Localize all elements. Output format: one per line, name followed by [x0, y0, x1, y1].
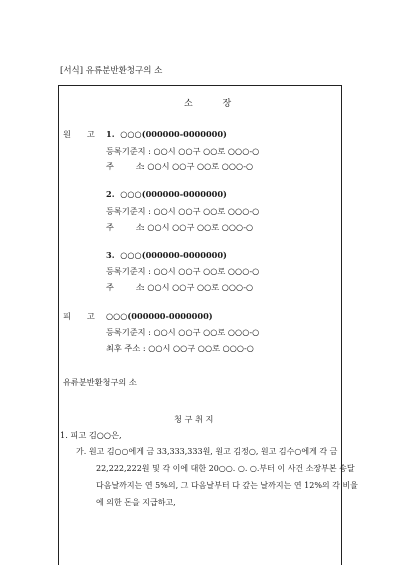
plaintiff-1-number: 1. — [106, 129, 115, 139]
claim-line-4: 다음날까지는 연 5%의, 그 다음날부터 다 갚는 날까지는 연 12%의 각 비율 — [96, 481, 358, 490]
plaintiff-label-char-2: 고 — [86, 129, 95, 139]
plaintiff-1-registration: 등록기준지 : ○○시 ○○구 ○○로 ○○○-○ — [106, 146, 260, 156]
case-name: 유류분반환청구의 소 — [63, 377, 137, 387]
claim-line-2: 가. 원고 김○○에게 금 33,333,333원, 원고 김정○, 원고 김수○에게 각 금 — [76, 447, 338, 456]
defendant-label-char-2: 고 — [86, 311, 95, 321]
claim-heading: 청 구 취 지 — [174, 414, 214, 424]
defendant-last-address: 최후 주소 : ○○시 ○○구 ○○로 ○○○-○ — [106, 343, 254, 353]
plaintiff-label-char-1: 원 — [63, 129, 71, 139]
plaintiff-2-address-label — [106, 222, 144, 232]
defendant-name: ○○○(000000-0000000) — [106, 311, 213, 321]
defendant-label-char-1: 피 — [63, 311, 71, 321]
address-label-char-2: 소 — [135, 161, 144, 171]
plaintiff-1-address: : ○○시 ○○구 ○○로 ○○○-○ — [142, 161, 254, 171]
form-caption: [서식] 유류분반환청구의 소 — [60, 66, 163, 76]
title-char-2: 장 — [222, 99, 232, 109]
plaintiff-3-address: : ○○시 ○○구 ○○로 ○○○-○ — [142, 282, 254, 292]
address-label-char-1: 주 — [106, 222, 114, 232]
plaintiff-2-registration: 등록기준지 : ○○시 ○○구 ○○로 ○○○-○ — [106, 206, 260, 216]
address-label-char-1: 주 — [106, 282, 114, 292]
address-label-char-2: 소 — [135, 222, 144, 232]
document-title — [184, 99, 231, 109]
claim-line-1: 1. 피고 김○○은, — [60, 430, 122, 440]
plaintiff-label — [63, 129, 95, 139]
plaintiff-1-address-label — [106, 161, 144, 171]
plaintiff-1-name — [106, 129, 227, 139]
claim-line-5: 에 의한 돈을 지급하고, — [96, 498, 176, 507]
plaintiff-1-name-text: ○○○(000000-0000000) — [120, 129, 227, 139]
plaintiff-2-number: 2. — [106, 189, 115, 199]
plaintiff-3-address-label — [106, 282, 144, 292]
plaintiff-2-name — [106, 189, 227, 199]
claim-line-3: 22,222,222원 및 각 이에 대한 20○○. ○. ○.부터 이 사건 소장부본 송달 — [96, 464, 355, 473]
address-label-char-2: 소 — [135, 282, 144, 292]
plaintiff-2-name-text: ○○○(000000-0000000) — [120, 189, 227, 199]
plaintiff-3-registration: 등록기준지 : ○○시 ○○구 ○○로 ○○○-○ — [106, 266, 260, 276]
plaintiff-3-number: 3. — [106, 250, 115, 260]
plaintiff-3-name-text: ○○○(000000-0000000) — [120, 250, 227, 260]
address-label-char-1: 주 — [106, 161, 114, 171]
plaintiff-2-address: : ○○시 ○○구 ○○로 ○○○-○ — [142, 222, 254, 232]
title-char-1: 소 — [184, 99, 193, 109]
document-frame — [58, 85, 342, 565]
plaintiff-3-name — [106, 250, 227, 260]
defendant-label — [63, 311, 95, 321]
defendant-registration: 등록기준지 : ○○시 ○○구 ○○로 ○○○-○ — [106, 327, 260, 337]
